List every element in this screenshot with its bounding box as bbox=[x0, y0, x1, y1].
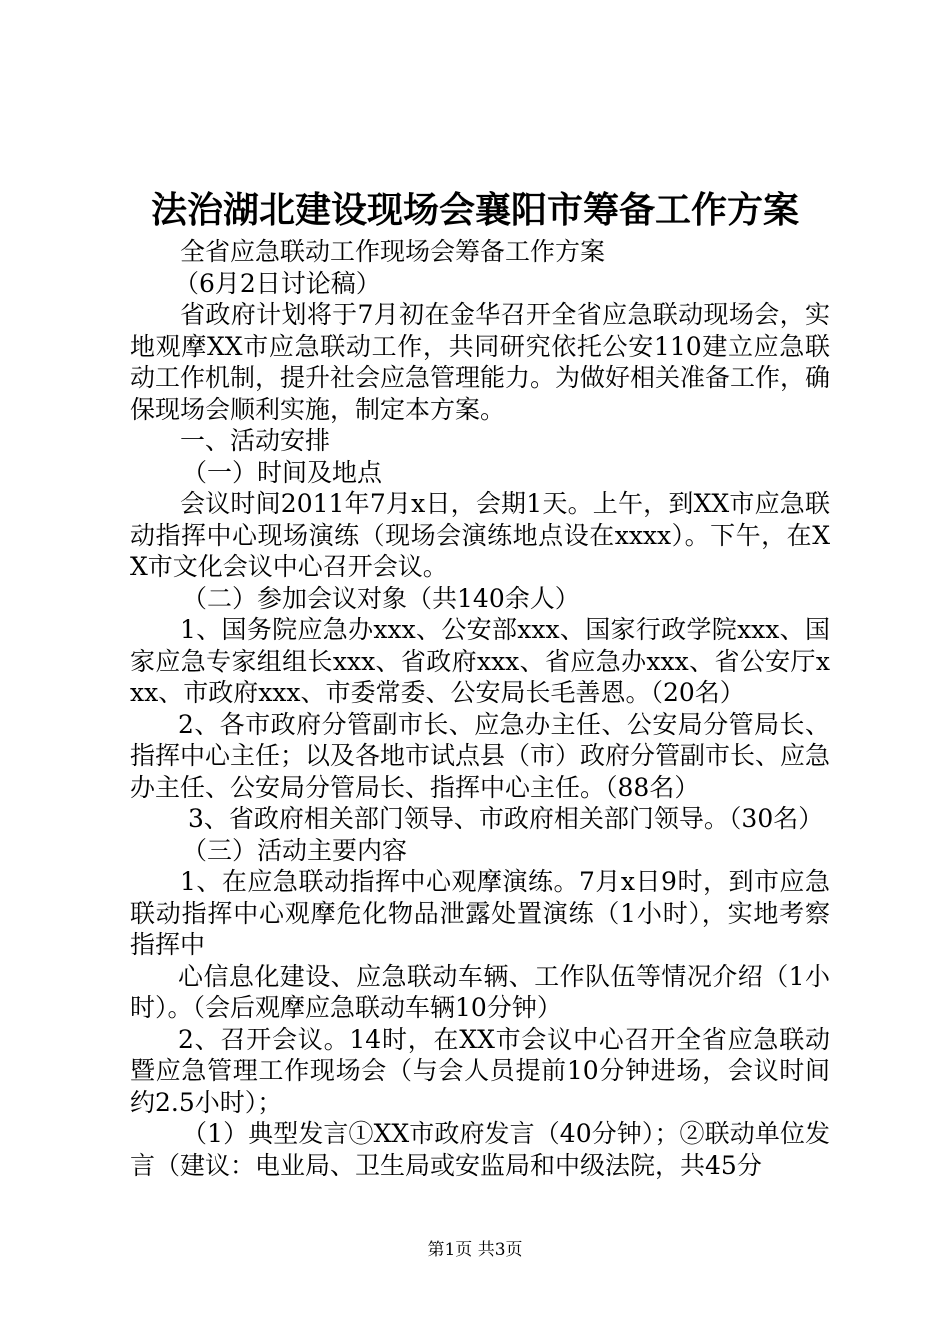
paragraph: 会议时间2011年7月x日，会期1天。上午，到XX市应急联动指挥中心现场演练（现场会演练地点设在xxxx）。下午，在XX市文化会议中心召开会议。 bbox=[130, 489, 830, 581]
intro-paragraph: 省政府计划将于7月初在金华召开全省应急联动现场会，实地观摩XX市应急联动工作，共同研究依托公安110建立应急联动工作机制，提升社会应急管理能力。为做好相关准备工作，确保现场会顺利实施，制定本方案。 bbox=[130, 300, 831, 424]
page-footer: 第1页 共3页 bbox=[427, 1240, 523, 1260]
paragraph: 心信息化建设、应急联动车辆、工作队伍等情况介绍（1小时）。（会后观摩应急联动车辆10分钟） bbox=[130, 961, 830, 1022]
list-item: 2、召开会议。14时，在XX市会议中心召开全省应急联动暨应急管理工作现场会（与会人员提前10分钟进场，会议时间约2.5小时）； bbox=[130, 1024, 830, 1117]
subsection-heading: （一）时间及地点 bbox=[182, 457, 383, 487]
list-item: 3、省政府相关部门领导、市政府相关部门领导。（30名） bbox=[188, 804, 824, 833]
subsection-heading: （三）活动主要内容 bbox=[182, 835, 408, 865]
document-title: 法治湖北建设现场会襄阳市筹备工作方案 bbox=[150, 189, 799, 231]
subtitle: 全省应急联动工作现场会筹备工作方案 bbox=[180, 237, 606, 266]
list-item: 1、国务院应急办xxx、公安部xxx、国家行政学院xxx、国家应急专家组组长xxx、省政府xxx、省应急办xxx、省公安厅xxx、市政府xxx、市委常委、公安局长毛善恩。（20名） bbox=[130, 615, 830, 707]
list-item: 1、在应急联动指挥中心观摩演练。7月x日9时，到市应急联动指挥中心观摩危化物品泄露处置演练（1小时），实地考察指挥中 bbox=[130, 867, 830, 959]
list-item: 2、各市政府分管副市长、应急办主任、公安局分管局长、指挥中心主任；以及各地市试点县（市）政府分管副市长、应急办主任、公安局分管局长、指挥中心主任。（88名） bbox=[130, 709, 831, 802]
list-item: （1）典型发言①XX市政府发言（40分钟）；②联动单位发言（建议：电业局、卫生局或安监局和中级法院，共45分 bbox=[130, 1119, 830, 1180]
draft-note: （6月2日讨论稿） bbox=[174, 268, 381, 298]
document-body bbox=[130, 236, 830, 1181]
subsection-heading: （二）参加会议对象（共140余人） bbox=[182, 583, 580, 613]
section-heading: 一、活动安排 bbox=[180, 426, 331, 455]
